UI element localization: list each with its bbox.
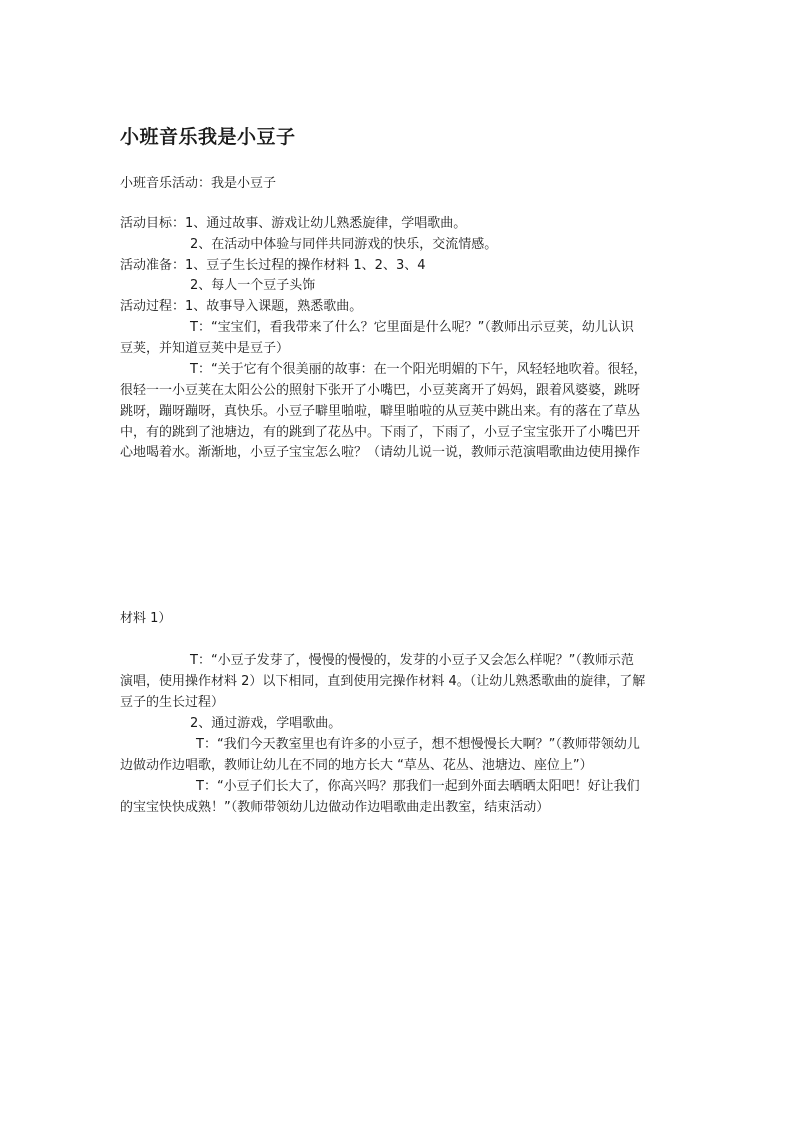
goal-line-2: 2、在活动中体验与同伴共同游戏的快乐，交流情感。 — [190, 237, 498, 252]
story-line-e: 心地喝着水。渐渐地，小豆子宝宝怎么啦？（请幼儿说一说，教师示范演唱歌曲边使用操作 — [120, 445, 641, 460]
dialogue-3-line-c: 豆子的生长过程） — [120, 695, 225, 710]
dialogue-1-line-a: T：“宝宝们，看我带来了什么？它里面是什么呢？”（教师出示豆荚，幼儿认识 — [190, 320, 634, 335]
prep-line-1: 活动准备：1、豆子生长过程的操作材料 1、2、3、4 — [120, 258, 426, 273]
dialogue-1-line-b: 豆荚，并知道豆荚中是豆子） — [120, 341, 290, 356]
dialogue-3-line-b: 演唱，使用操作材料 2）以下相同，直到使用完操作材料 4。（让幼儿熟悉歌曲的旋律，了解 — [120, 674, 646, 689]
dialogue-3-line-a: T：“小豆子发芽了，慢慢的慢慢的，发芽的小豆子又会怎么样呢？”（教师示范 — [190, 653, 634, 668]
subtitle: 小班音乐活动：我是小豆子 — [120, 176, 277, 191]
goal-line-1: 活动目标：1、通过故事、游戏让幼儿熟悉旋律，学唱歌曲。 — [120, 216, 467, 231]
story-line-f: 材料 1） — [120, 611, 172, 626]
page-title: 小班音乐我是小豆子 — [120, 126, 296, 148]
dialogue-5-line-b: 的宝宝快快成熟！”（教师带领幼儿边做动作边唱歌曲走出教室，结束活动） — [120, 800, 550, 815]
process-line-1: 活动过程：1、故事导入课题，熟悉歌曲。 — [120, 299, 363, 314]
dialogue-5-line-a: T：“小豆子们长大了，你高兴吗？那我们一起到外面去晒晒太阳吧！好让我们 — [196, 779, 640, 794]
story-line-d: 中，有的跳到了池塘边，有的跳到了花丛中。下雨了，下雨了，小豆子宝宝张开了小嘴巴开 — [120, 425, 641, 440]
process-line-2: 2、通过游戏，学唱歌曲。 — [190, 716, 342, 731]
dialogue-4-line-a: T：“我们今天教室里也有许多的小豆子，想不想慢慢长大啊？”（教师带领幼儿 — [196, 737, 640, 752]
story-line-c: 跳呀，蹦呀蹦呀，真快乐。小豆子噼里啪啦，噼里啪啦的从豆荚中跳出来。有的落在了草丛 — [120, 404, 641, 419]
prep-line-2: 2、每人一个豆子头饰 — [190, 278, 316, 293]
story-line-a: T：“关于它有个很美丽的故事：在一个阳光明媚的下午，风轻轻地吹着。很轻， — [190, 362, 647, 377]
story-line-b: 很轻一一小豆荚在太阳公公的照射下张开了小嘴巴，小豆荚离开了妈妈，跟着风婆婆，跳呀 — [120, 383, 641, 398]
dialogue-4-line-b: 边做动作边唱歌，教师让幼儿在不同的地方长大 “草丛、花丛、池塘边、座位上”） — [120, 758, 593, 773]
